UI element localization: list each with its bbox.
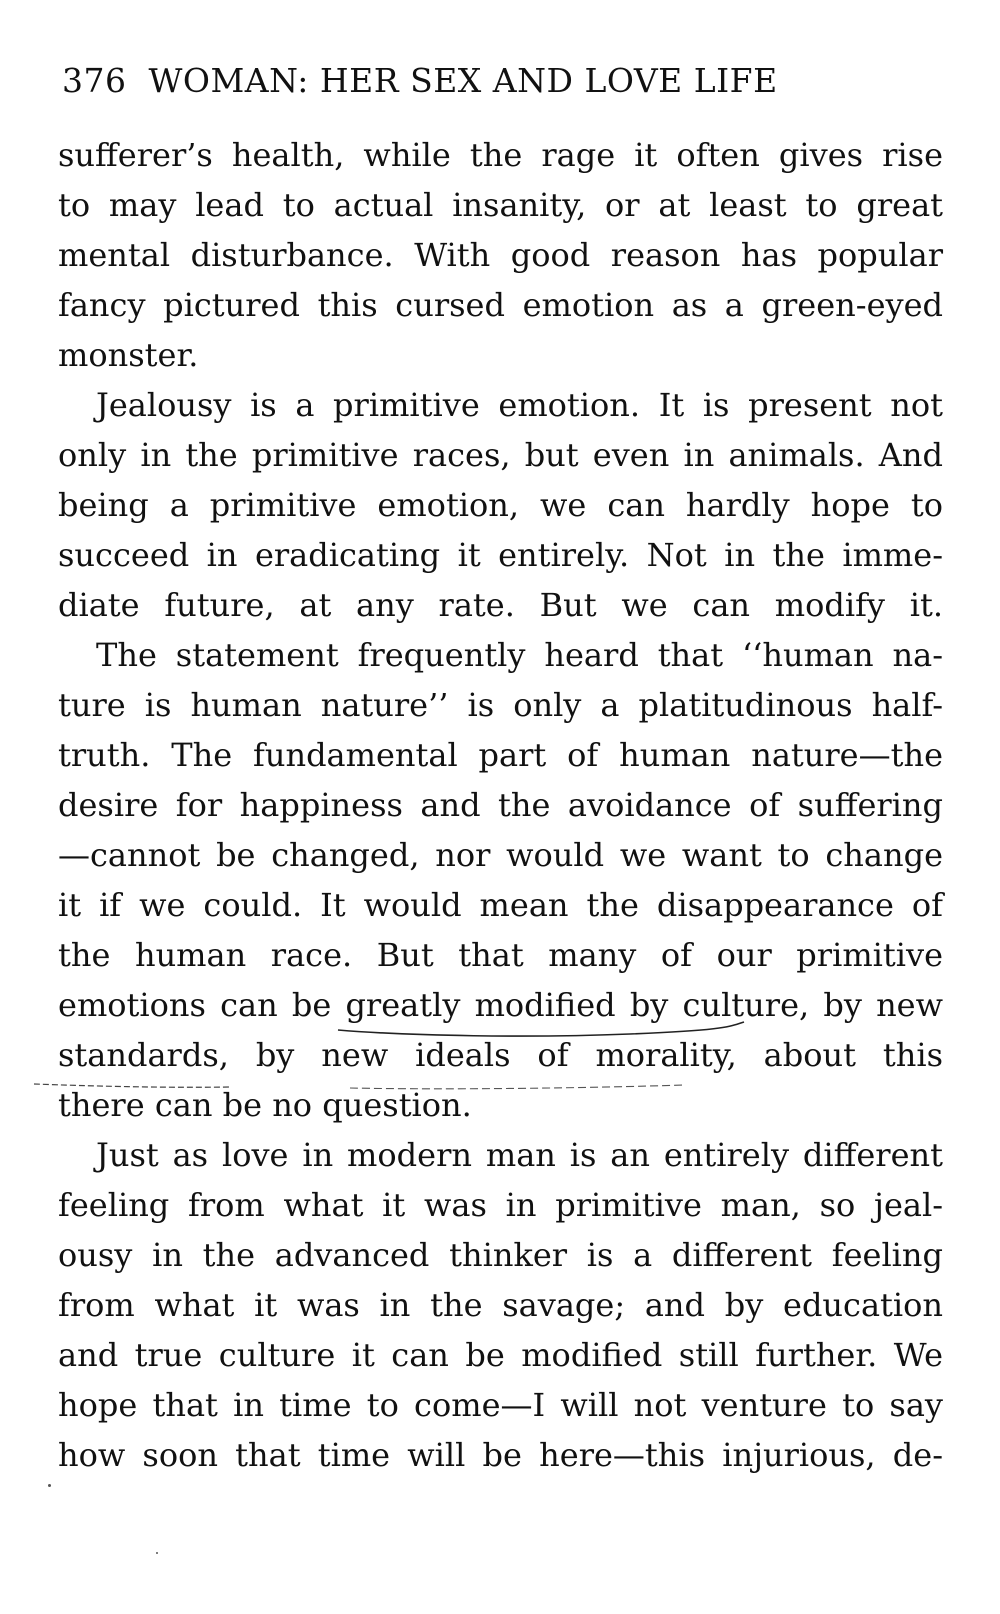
paragraph-1 [58,130,943,380]
text-line: it if we could. It would mean the disappearance of [58,886,943,924]
text-line: monster. [58,336,199,374]
text-line: diate future, at any rate. But we can modify it. [58,586,943,624]
text-line: and true culture it can be modified still further. We [58,1336,943,1374]
text-line: Jealousy is a primitive emotion. It is present not [96,386,943,424]
paragraph-2 [58,380,943,630]
text-line: hope that in time to come—I will not venture to say [58,1386,943,1424]
text-line: emotions can be greatly modified by culture, by new [58,986,943,1024]
page-number: 376 [62,61,127,100]
text-line: —cannot be changed, nor would we want to change [58,836,943,874]
text-line: only in the primitive races, but even in animals. And [58,436,943,474]
text-line: there can be no question. [58,1086,472,1124]
paper-speck [156,1552,158,1554]
text-line: standards, by new ideals of morality, about this [58,1036,943,1074]
text-line: Just as love in modern man is an entirely different [96,1136,943,1174]
text-line: how soon that time will be here—this injurious, de- [58,1436,943,1474]
body-text [58,130,943,1480]
paragraph-3 [58,630,943,1130]
text-line: desire for happiness and the avoidance of suffering [58,786,943,824]
running-head [62,56,942,106]
text-line: being a primitive emotion, we can hardly hope to [58,486,943,524]
text-line: the human race. But that many of our primitive [58,936,943,974]
text-line: from what it was in the savage; and by education [58,1286,943,1324]
text-line: The statement frequently heard that ‘‘human na- [96,636,943,674]
text-line: feeling from what it was in primitive man, so jeal- [58,1186,943,1224]
text-line: succeed in eradicating it entirely. Not in the imme- [58,536,943,574]
text-line: truth. The fundamental part of human nature—the [58,736,943,774]
text-line: ousy in the advanced thinker is a different feeling [58,1236,943,1274]
text-line: to may lead to actual insanity, or at least to great [58,186,943,224]
text-line: fancy pictured this cursed emotion as a green-eyed [58,286,943,324]
running-head-title: WOMAN: HER SEX AND LOVE LIFE [148,61,778,100]
paragraph-4 [58,1130,943,1480]
text-line: mental disturbance. With good reason has popular [58,236,943,274]
text-line: sufferer’s health, while the rage it often gives rise [58,136,943,174]
paper-speck [48,1484,51,1487]
text-line: ture is human nature’’ is only a platitudinous half- [58,686,943,724]
